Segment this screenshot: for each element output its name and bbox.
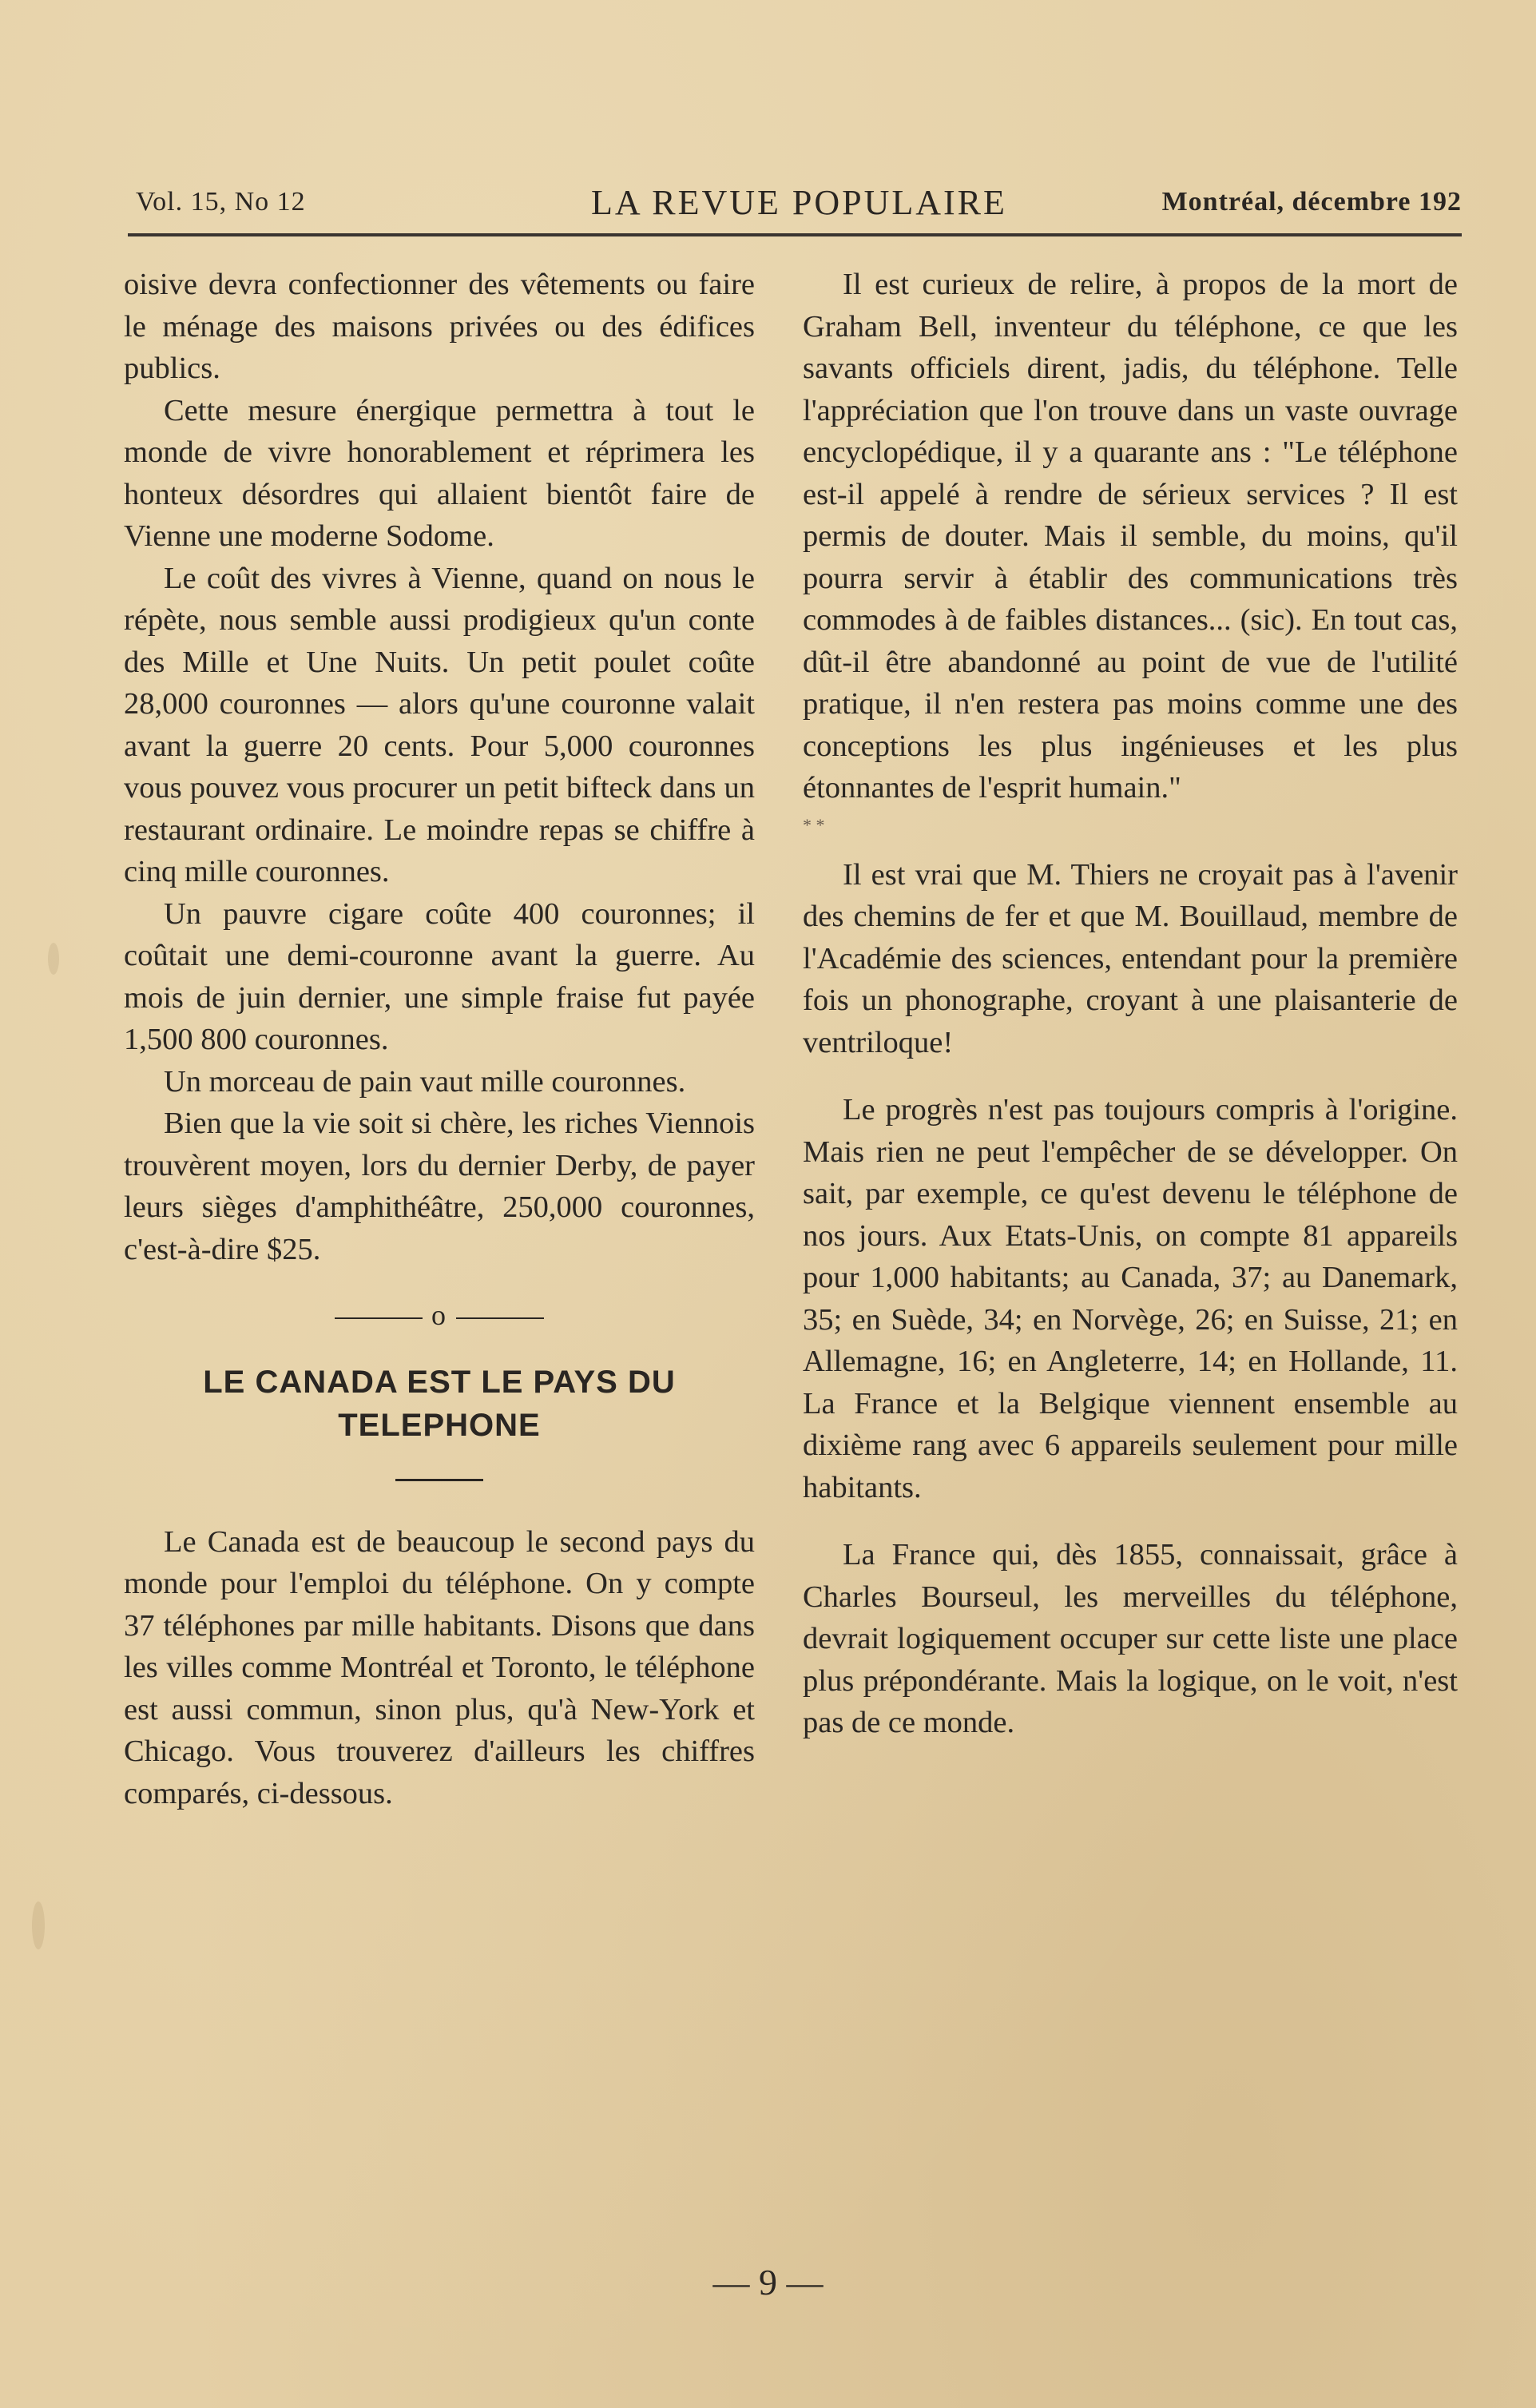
section-separator bbox=[124, 1294, 755, 1337]
publication-title: LA REVUE POPULAIRE bbox=[591, 183, 1007, 222]
volume-number: Vol. 15, No 12 bbox=[136, 187, 306, 217]
right-column bbox=[803, 264, 1458, 1744]
paragraph: Il est vrai que M. Thiers ne croyait pas à l'avenir des chemins de fer et que M. Bouillaud, membre de l'Académie des sciences, entendant pour la première fois un phonographe, croyant à une plaisanterie de ventriloque! bbox=[803, 857, 1458, 1059]
left-column bbox=[124, 264, 755, 1814]
section-stars: * * bbox=[803, 814, 825, 835]
paragraph: Le progrès n'est pas toujours compris à l'origine. Mais rien ne peut l'empêcher de se développer. On sait, par exemple, ce qu'est devenu le téléphone de nos jours. Aux Etats-Unis, on compte 81 appareils pour 1,000 habitants; au Canada, 37; au Danemark, 35; en Suède, 34; en Norvège, 26; en Suisse, 21; en Allemagne, 16; en Angleterre, 14; en Hollande, 11. La France et la Belgique viennent ensemble au dixième rang avec 6 appareils seulement pour mille habitants. bbox=[803, 1093, 1458, 1504]
header-rule bbox=[128, 233, 1462, 236]
paragraph: Le Canada est de beaucoup le second pays du monde pour l'emploi du téléphone. On y compte 37 téléphones par mille habitants. Disons que dans les villes comme Montréal et Toronto, le téléphone est aussi commun, sinon plus, qu'à New-York et Chicago. Vous trouverez d'ailleurs les chiffres comparés, ci-dessous. bbox=[124, 1524, 755, 1810]
issue-date: Montréal, décembre 192 bbox=[1161, 187, 1462, 217]
paper-stain bbox=[32, 1901, 45, 1949]
paragraph: Un pauvre cigare coûte 400 couronnes; il coûtait une demi-couronne avant la guerre. Au mois de juin dernier, une simple fraise fut payée 1,500 800 couronnes. bbox=[124, 896, 755, 1056]
paragraph: Le coût des vivres à Vienne, quand on nous le répète, nous semble aussi prodigieux qu'un conte des Mille et Une Nuits. Un petit poulet coûte 28,000 couronnes — alors qu'une couronne valait avant la guerre 20 cents. Pour 5,000 couronnes vous pouvez vous procurer un petit bifteck dans un restaurant ordinaire. Le moindre repas se chiffre à cinq mille couronnes. bbox=[124, 561, 755, 888]
page-number: — 9 — bbox=[712, 2262, 824, 2303]
separator-mark: o bbox=[431, 1299, 447, 1331]
paper-stain bbox=[48, 943, 59, 975]
paragraph: La France qui, dès 1855, connaissait, grâce à Charles Bourseul, les merveilles du téléphone, devrait logiquement occuper sur cette liste une place plus prépondérante. Mais la logique, on le voit, n'est pas de ce monde. bbox=[803, 1538, 1458, 1739]
paragraph: Bien que la vie soit si chère, les riches Viennois trouvèrent moyen, lors du dernier Derby, de payer leurs sièges d'amphithéâtre, 250,000 couronnes, c'est-à-dire $25. bbox=[124, 1107, 755, 1266]
paragraph: Cette mesure énergique permettra à tout le monde de vivre honorablement et réprimera les honteux désordres qui allaient bientôt faire de Vienne une moderne Sodome. bbox=[124, 393, 755, 553]
paragraph: Un morceau de pain vaut mille couronnes. bbox=[164, 1064, 686, 1099]
page-header bbox=[136, 182, 1462, 232]
paragraph: oisive devra confectionner des vêtements ou faire le ménage des maisons privées ou des édifices publics. bbox=[124, 268, 755, 385]
article-headline: LE CANADA EST LE PAYS DU TELEPHONE bbox=[203, 1364, 676, 1443]
paragraph: Il est curieux de relire, à propos de la mort de Graham Bell, inventeur du téléphone, ce que les savants officiels dirent, jadis, du téléphone. Telle l'appréciation que l'on trouve dans un vaste ouvrage encyclopédique, il y a quarante ans : "Le téléphone est-il appelé à rendre de sérieux services ? Il est permis de douter. Mais il semble, du moins, qu'il pourra servir à établir des communications très commodes à de faibles distances... (sic). En tout cas, dût-il être abandonné au point de vue de l'utilité pratique, il n'en restera pas moins comme une des conceptions les plus ingénieuses et les plus étonnantes de l'esprit humain." bbox=[803, 268, 1458, 805]
headline-rule bbox=[395, 1479, 483, 1481]
